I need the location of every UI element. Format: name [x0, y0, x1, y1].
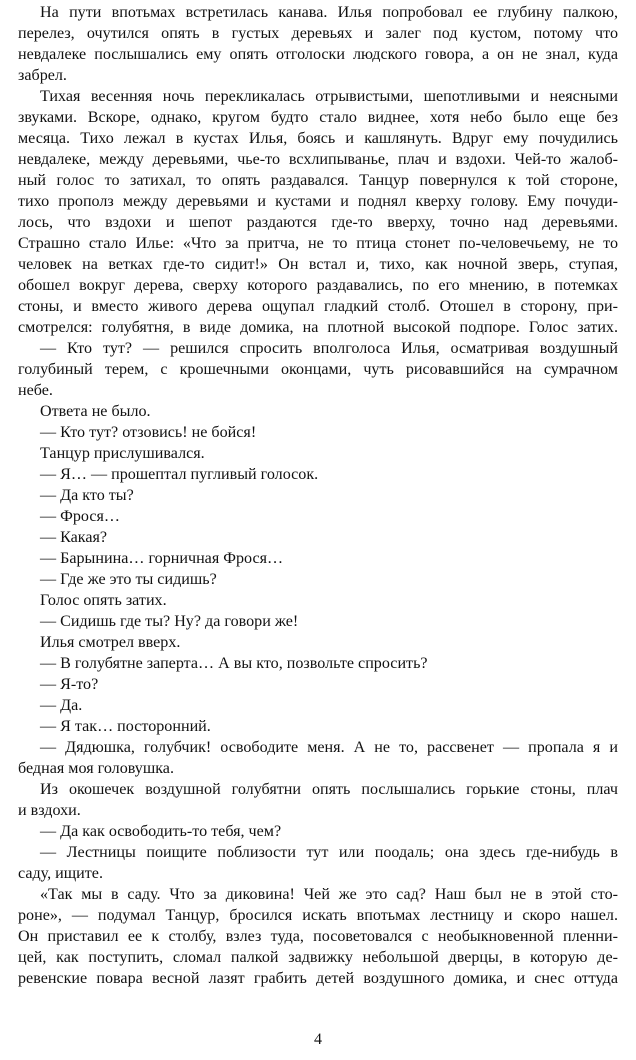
- text-line: саду, ищите.: [18, 865, 103, 882]
- text-line: — Кто тут? отзовись! не бойся!: [40, 424, 257, 441]
- text-line: Тихая весенняя ночь перекликалась отрывистыми, шепотливыми и неясными: [40, 88, 618, 105]
- text-line: — Да кто ты?: [40, 487, 134, 504]
- text-line: Голос опять затих.: [40, 592, 167, 609]
- text-line: — Фрося…: [40, 508, 120, 525]
- text-line: ный голос то затихал, то опять раздавался. Танцур повернулся к той стороне,: [18, 172, 618, 189]
- body-text: [18, 2, 618, 989]
- text-line: «Так мы в саду. Что за диковина! Чей же это сад? Наш был не в этой сто-: [40, 886, 618, 903]
- text-line: — Да.: [40, 697, 83, 714]
- text-line: — Сидишь где ты? Ну? да говори же!: [40, 613, 299, 630]
- text-line: Из окошечек воздушной голубятни опять послышались горькие стоны, плач: [40, 781, 618, 798]
- text-line: Илья смотрел вверх.: [40, 634, 181, 651]
- text-line: лось, что вздохи и шепот раздаются где-то вверху, точно над деревьями.: [18, 214, 618, 231]
- text-line: голубиный терем, с крошечными оконцами, чуть рисовавшийся на сумрачном: [18, 361, 618, 378]
- text-line: — Кто тут? — решился спросить вполголоса Илья, осматривая воздушный: [40, 340, 618, 357]
- text-line: — Лестницы поищите поблизости тут или поодаль; она здесь где-нибудь в: [40, 844, 618, 861]
- text-line: роне», — подумал Танцур, бросился искать впотьмах лестницу и скоро нашел.: [18, 907, 618, 924]
- text-line: смотрелся: голубятня, в виде домика, на плотной высокой подпоре. Голос затих.: [18, 319, 618, 336]
- text-line: — Я так… посторонний.: [40, 718, 211, 735]
- text-line: невдалеке послышались ему опять отголоски людского говора, а он не знал, куда: [18, 46, 618, 63]
- text-line: обошел вокруг дерева, сверху которого раздавались, по его мнению, в потемках: [18, 277, 618, 294]
- text-line: — Какая?: [40, 529, 108, 546]
- text-line: стоны, и вместо живого дерева ощупал гладкий столб. Отошел в сторону, при-: [18, 298, 618, 315]
- text-line: забрел.: [18, 67, 67, 84]
- text-line: тихо прополз между деревьями и кустами и поднял кверху голову. Ему почуди-: [18, 193, 618, 210]
- text-line: месяца. Тихо лежал в кустах Илья, боясь и кашлянуть. Вдруг ему почудились: [18, 130, 618, 147]
- text-line: — Я… — прошептал пугливый голосок.: [40, 466, 319, 483]
- text-line: Танцур прислушивался.: [40, 445, 205, 462]
- book-page: [18, 0, 618, 1060]
- text-line: — Дядюшка, голубчик! освободите меня. А не то, рассвенет — пропала я и: [40, 739, 618, 756]
- text-line: Он приставил ее к столбу, взлез туда, посоветовался с необыкновенной пленни-: [18, 928, 618, 945]
- page-number: 4: [314, 1031, 322, 1048]
- text-line: и вздохи.: [18, 802, 81, 819]
- text-line: Ответа не было.: [40, 403, 151, 420]
- text-line: На пути впотьмах встретилась канава. Илья попробовал ее глубину палкою,: [40, 4, 618, 21]
- text-line: цей, как поступить, сломал палкой задвижку небольшой дверцы, в которую де-: [18, 949, 618, 966]
- text-line: бедная моя головушка.: [18, 760, 174, 777]
- text-line: перелез, очутился опять в густых деревьях и залег под кустом, потому что: [18, 25, 618, 42]
- text-line: — Да как освободить-то тебя, чем?: [40, 823, 282, 840]
- text-line: — В голубятне заперта… А вы кто, позвольте спросить?: [40, 655, 428, 672]
- text-line: человек на ветках где-то сидит!» Он встал и, тихо, как ночной зверь, ступая,: [18, 256, 618, 273]
- text-line: Страшно стало Илье: «Что за притча, не то птица стонет по-человечьему, не то: [18, 235, 618, 252]
- text-line: невдалеке, между деревьями, чье-то всхлипыванье, плач и вздохи. Чей-то жалоб-: [18, 151, 618, 168]
- text-line: звуками. Вскоре, однако, кругом будто стало виднее, хотя небо было еще без: [18, 109, 618, 126]
- text-line: ревенские повара весной лазят грабить детей воздушного домика, и снес оттуда: [18, 970, 618, 987]
- text-line: небе.: [18, 382, 53, 399]
- text-line: — Барынина… горничная Фрося…: [40, 550, 284, 567]
- text-line: — Где же это ты сидишь?: [40, 571, 217, 588]
- text-line: — Я-то?: [40, 676, 99, 693]
